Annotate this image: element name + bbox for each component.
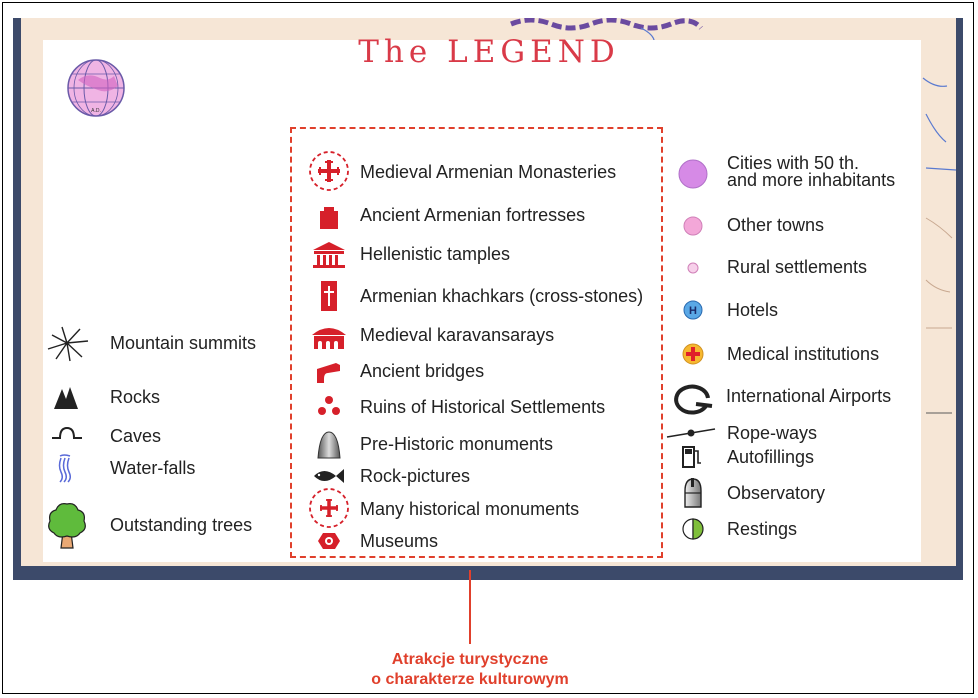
legend-label: Many historical monuments [360,499,580,519]
legend-label: Rock-pictures [360,466,471,486]
legend-label: Rural settlements [727,257,868,277]
legend-item-bridges [306,351,484,391]
legend-label: Mountain summits [110,333,257,353]
fuel-station-icon [671,437,717,477]
khachkar-icon [306,276,352,316]
legend-item-observatory [671,473,825,513]
resting-icon [671,509,717,549]
globe-logo [56,50,138,132]
legend-item-mountain-summits [44,323,256,363]
legend-item-monasteries [306,152,616,192]
caption-line-2: o charakterze kulturowym [371,671,569,688]
ruins-icon [306,387,352,427]
legend-label: Museums [360,531,439,551]
legend-label: Restings [727,519,798,539]
legend-item-temples [306,234,510,274]
legend-label: Ancient bridges [360,361,485,381]
legend-label: Caves [110,426,162,446]
legend-item-airports [668,376,891,416]
legend-label: Hellenistic tamples [360,244,511,264]
fortress-icon [306,195,352,235]
legend-item-large-cities [671,152,895,192]
legend-item-trees [44,498,252,552]
legend-item-ruins [306,387,605,427]
waterfall-icon [44,448,90,488]
large-city-icon [671,152,717,192]
legend-label: International Airports [726,386,892,406]
caravanserai-icon [306,315,352,355]
legend-item-restings [671,509,797,549]
legend-label: Armenian khachkars (cross-stones) [360,286,644,306]
legend-item-khachkars [306,276,643,316]
legend-label: Rope-ways [727,423,818,443]
legend-label: Autofillings [727,447,815,467]
hotel-icon [671,290,717,330]
legend-label: Pre-Historic monuments [360,434,554,454]
caption-pointer-line [469,570,471,644]
legend-label: Hotels [727,300,779,320]
rocks-icon [44,377,90,417]
bridge-icon [306,351,352,391]
legend-item-rocks [44,377,160,417]
mountain-summit-icon [44,323,90,363]
svg-text:A.D.: A.D. [91,108,101,114]
legend-label: Outstanding trees [110,515,253,535]
town-icon [671,205,717,245]
legend-item-autofillings [671,437,814,477]
monastery-icon [306,152,352,192]
legend-label: Medieval Armenian Monasteries [360,162,617,182]
medical-icon [671,334,717,374]
hotel-badge: H [689,305,697,317]
tree-icon [44,498,90,552]
airport-icon [668,376,720,416]
temple-icon [306,234,352,274]
legend-item-waterfalls [44,448,195,488]
caption [300,650,640,690]
observatory-icon [671,473,717,513]
legend-item-medical [671,334,879,374]
legend-label: Medieval karavansarays [360,325,555,345]
legend-label: Water-falls [110,458,196,478]
legend-label: Ancient Armenian fortresses [360,205,586,225]
legend-item-hotels [671,290,778,330]
legend-item-towns [671,205,824,245]
legend-label: Medical institutions [727,344,880,364]
legend-title: The LEGEND [358,34,620,70]
legend-item-villages [671,247,867,287]
legend-label: Other towns [727,215,825,235]
caption-line-1: Atrakcje turystyczne [391,651,549,668]
legend-label: Cities with 50 th. and more inhabitants [727,153,896,190]
legend-item-museums [306,521,438,561]
legend-item-karavansarays [306,315,554,355]
village-icon [671,247,717,287]
legend-item-fortresses [306,195,585,235]
museum-icon [306,521,352,561]
legend-label: Rocks [110,387,161,407]
legend-label: Ruins of Historical Settlements [360,397,606,417]
legend-label: Observatory [727,483,826,503]
